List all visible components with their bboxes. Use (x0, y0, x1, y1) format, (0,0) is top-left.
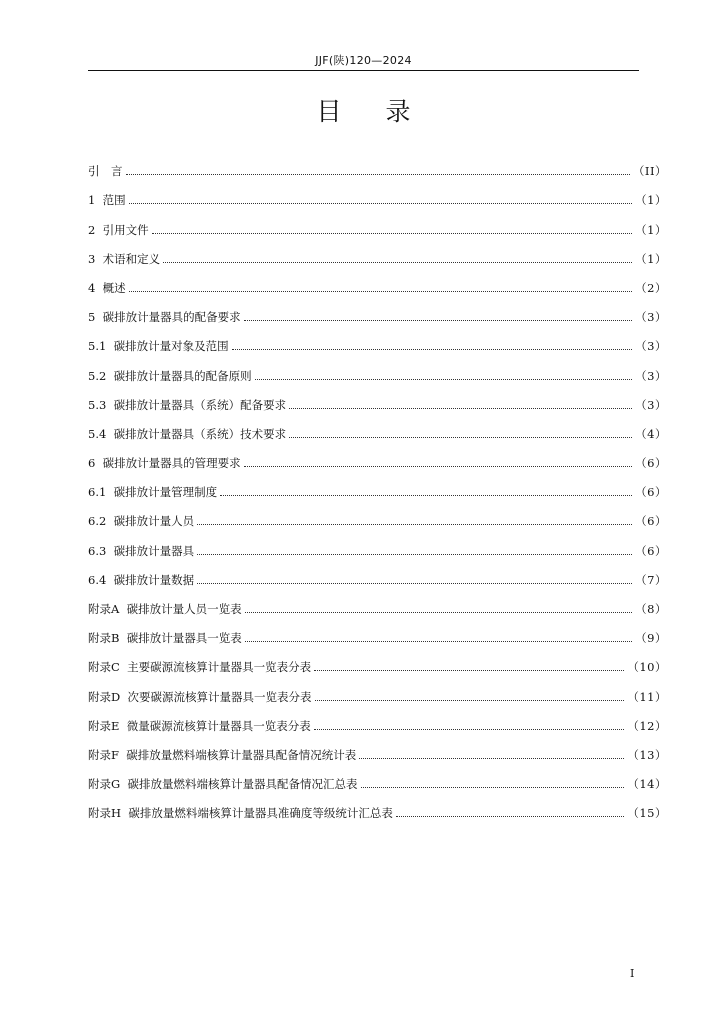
toc-dot-leader (129, 291, 633, 292)
toc-dot-leader (197, 524, 632, 525)
toc-dot-leader (245, 641, 632, 642)
toc-entry-page: （1） (635, 222, 667, 237)
toc-entry-page: （6） (635, 543, 667, 558)
toc-dot-leader (255, 379, 633, 380)
toc-entry-label: 6 碳排放计量器具的管理要求 (88, 456, 241, 471)
header-rule (88, 70, 639, 71)
toc-entry-page: （1） (635, 251, 667, 266)
toc-entry-page: （II） (632, 164, 667, 179)
toc-entry-page: （9） (635, 631, 667, 646)
toc-entry-appendix-b[interactable] (88, 617, 667, 646)
toc-dot-leader (197, 554, 632, 555)
toc-entry-page: （11） (627, 689, 667, 704)
toc-dot-leader (359, 758, 624, 759)
toc-entry-page: （6） (635, 456, 667, 471)
toc-entry-label: 4 概述 (88, 280, 126, 295)
toc-entry-section-6[interactable] (88, 442, 667, 471)
toc-entry-section-6-2[interactable] (88, 500, 667, 529)
toc-dot-leader (197, 583, 632, 584)
toc-entry-page: （7） (635, 572, 667, 587)
toc-dot-leader (129, 203, 633, 204)
toc-entry-page: （3） (635, 368, 667, 383)
toc-entry-label: 3 术语和定义 (88, 251, 161, 266)
toc-entry-section-5[interactable] (88, 296, 667, 325)
toc-entry-section-6-3[interactable] (88, 529, 667, 558)
toc-entry-label: 附录A 碳排放计量人员一览表 (88, 602, 242, 616)
toc-entry-page: （3） (635, 310, 667, 325)
toc-entry-section-6-4[interactable] (88, 559, 667, 588)
toc-entry-appendix-c[interactable] (88, 646, 667, 675)
toc-entry-label: 5.1 碳排放计量对象及范围 (88, 339, 229, 354)
toc-entry-page: （13） (627, 747, 667, 762)
running-header: JJF(陕)120—2024 (315, 54, 412, 67)
page-title: 目录 (316, 97, 455, 126)
toc-entry-label: 附录G 碳排放量燃料端核算计量器具配备情况汇总表 (88, 777, 358, 792)
toc-entry-label: 2 引用文件 (88, 222, 149, 237)
toc-dot-leader (314, 729, 625, 730)
toc-entry-appendix-g[interactable] (88, 763, 667, 792)
toc-dot-leader (163, 262, 632, 263)
toc-entry-label: 5.4 碳排放计量器具（系统）技术要求 (88, 426, 287, 441)
toc-entry-label: 6.2 碳排放计量人员 (88, 514, 195, 529)
toc-entry-overview[interactable] (88, 267, 667, 296)
toc-entry-page: （8） (635, 602, 667, 616)
toc-dot-leader (244, 320, 633, 321)
toc-entry-scope[interactable] (88, 179, 667, 208)
toc-entry-page: （3） (635, 397, 667, 412)
toc-entry-label: 附录D 次要碳源流核算计量器具一览表分表 (88, 689, 312, 704)
toc-entry-appendix-a[interactable] (88, 588, 667, 617)
toc-entry-section-5-4[interactable] (88, 413, 667, 442)
toc-entry-label: 引 言 (88, 164, 123, 179)
toc-entry-terms[interactable] (88, 238, 667, 267)
toc-entry-section-6-1[interactable] (88, 471, 667, 500)
toc-entry-label: 5.2 碳排放计量器具的配备原则 (88, 368, 252, 383)
toc-entry-label: 6.3 碳排放计量器具 (88, 543, 195, 558)
toc-entry-section-5-2[interactable] (88, 354, 667, 383)
toc-dot-leader (152, 233, 633, 234)
toc-dot-leader (361, 787, 625, 788)
toc-entry-page: （14） (627, 777, 667, 792)
toc-entry-appendix-d[interactable] (88, 675, 667, 704)
toc-entry-page: （1） (635, 193, 667, 208)
toc-entry-label: 5.3 碳排放计量器具（系统）配备要求 (88, 397, 287, 412)
toc-dot-leader (315, 700, 625, 701)
toc-entry-references[interactable] (88, 208, 667, 237)
toc-dot-leader (396, 816, 625, 817)
toc-entry-section-5-1[interactable] (88, 325, 667, 354)
toc-entry-section-5-3[interactable] (88, 384, 667, 413)
toc-entry-label: 附录B 碳排放计量器具一览表 (88, 631, 242, 646)
table-of-contents (88, 150, 667, 821)
toc-entry-foreword[interactable] (88, 150, 667, 179)
toc-dot-leader (245, 612, 633, 613)
toc-dot-leader (289, 408, 632, 409)
toc-dot-leader (220, 495, 632, 496)
toc-entry-page: （4） (635, 426, 667, 441)
toc-entry-label: 附录F 碳排放量燃料端核算计量器具配备情况统计表 (88, 747, 357, 762)
toc-dot-leader (232, 349, 633, 350)
toc-entry-label: 附录H 碳排放量燃料端核算计量器具准确度等级统计汇总表 (88, 806, 393, 821)
page-number: I (630, 967, 635, 980)
toc-entry-page: （3） (635, 339, 667, 354)
toc-entry-label: 5 碳排放计量器具的配备要求 (88, 310, 241, 325)
toc-entry-page: （2） (635, 280, 667, 295)
toc-entry-label: 6.4 碳排放计量数据 (88, 572, 195, 587)
toc-entry-label: 1 范围 (88, 193, 126, 208)
toc-entry-appendix-h[interactable] (88, 792, 667, 821)
toc-entry-page: （15） (627, 806, 667, 821)
toc-entry-label: 6.1 碳排放计量管理制度 (88, 485, 218, 500)
toc-entry-appendix-f[interactable] (88, 734, 667, 763)
toc-dot-leader (244, 466, 633, 467)
toc-entry-page: （12） (627, 718, 667, 733)
toc-entry-label: 附录C 主要碳源流核算计量器具一览表分表 (88, 660, 312, 675)
toc-dot-leader (289, 437, 632, 438)
toc-dot-leader (314, 670, 624, 671)
toc-dot-leader (126, 174, 630, 175)
toc-entry-page: （10） (627, 660, 667, 675)
toc-entry-page: （6） (635, 485, 667, 500)
toc-entry-appendix-e[interactable] (88, 705, 667, 734)
toc-entry-label: 附录E 微量碳源流核算计量器具一览表分表 (88, 718, 311, 733)
toc-entry-page: （6） (635, 514, 667, 529)
